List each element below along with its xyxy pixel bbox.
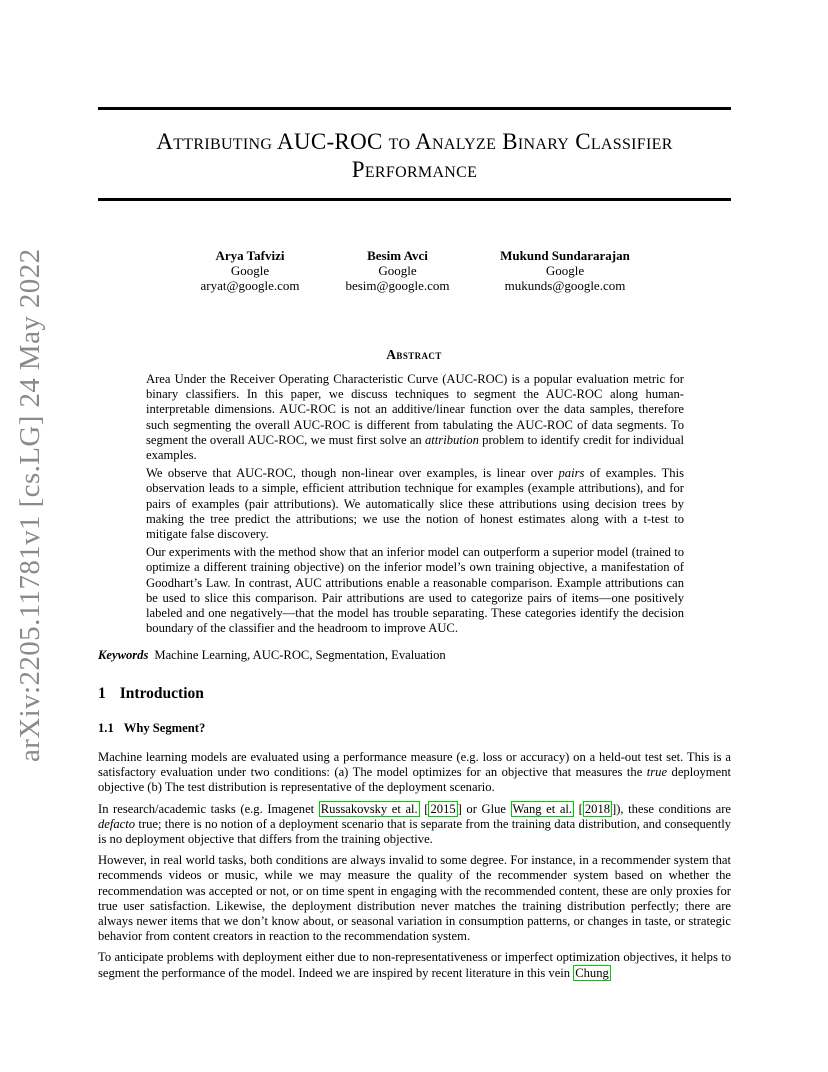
paper-title: [98, 128, 731, 184]
body-paragraph-1: [98, 750, 731, 796]
emphasis: attribution: [425, 432, 479, 447]
body-paragraph-2: [98, 802, 731, 848]
title-rule-bottom: [98, 198, 731, 201]
citation-link[interactable]: Wang et al.: [512, 801, 573, 816]
text-run: Machine learning models are evaluated using a performance measure (e.g. loss or accuracy) on a held-out test set. This is a satisfactory evaluation under two conditions: (a) The model optimizes for an objective that measures the: [98, 750, 731, 780]
abstract-heading: Abstract: [386, 347, 442, 362]
text-run: ]), these conditions are: [612, 801, 731, 816]
body-text: [98, 750, 731, 987]
title-line-2: Performance: [351, 157, 478, 182]
abstract-paragraph-1: [146, 372, 684, 463]
text-run: Area Under the Receiver Operating Characteristic Curve (AUC-ROC) is a popular evaluation metric for binary classifiers. In this paper, we discuss techniques to segment the AUC-ROC along human-interpretable dimensions. AUC-ROC is not an additive/linear function over the data samples, therefore such segmenting the overall AUC-ROC is different from tabulating the AUC-ROC of data segments. To segment the overall AUC-ROC, we must first solve an: [146, 372, 684, 447]
citation-link[interactable]: 2018: [584, 801, 611, 816]
abstract: [146, 372, 684, 639]
emphasis: pairs: [558, 466, 585, 481]
abstract-paragraph-2: [146, 466, 684, 542]
citation-link[interactable]: Chung: [575, 965, 609, 980]
keywords-text: Machine Learning, AUC-ROC, Segmentation, Evaluation: [154, 648, 446, 662]
author-email: mukunds@google.com: [504, 278, 626, 293]
emphasis: defacto: [98, 816, 136, 831]
body-paragraph-4: [98, 950, 731, 980]
emphasis: true: [646, 765, 668, 780]
text-run: problem to identify credit for individual examples.: [146, 432, 684, 463]
author-name: Besim Avci: [367, 248, 428, 263]
title-line-1: Attributing AUC-ROC to Analyze Binary Classifier: [156, 129, 673, 154]
text-run: ] or Glue: [457, 801, 511, 816]
text-run: We observe that AUC-ROC, though non-linear over examples, is linear over: [146, 466, 559, 481]
author-name: Mukund Sundararajan: [500, 248, 630, 263]
author-3: [480, 248, 650, 293]
author-1: [175, 248, 325, 293]
subsection-title: Why Segment?: [123, 721, 206, 735]
section-heading: [98, 685, 204, 703]
section-number: 1: [98, 685, 106, 702]
text-run: of examples. This observation leads to a simple, efficient attribution technique for examples (example attributions), and for pairs of examples (pair attributions). We automatically slice these attributions using decision trees by making the tree predict the attributions; we use the notion of honest estimates along with a t-test to mitigate false discovery.: [146, 466, 684, 542]
title-rule-top: [98, 107, 731, 110]
author-affiliation: Google: [230, 263, 270, 278]
author-affiliation: Google: [378, 263, 417, 278]
body-paragraph-3: However, in real world tasks, both conditions are always invalid to some degree. For instance, in a recommender system that recommends videos or music, while we may measure the quality of the recommender system based on whether the recommendation was accepted or not, or on time spent in engaging with the recommended content, these are only proxies for true user satisfaction. Likewise, the deployment distribution never matches the training distribution perfectly; there are always newer items that we don’t know about, or seasonal variation in consumption patterns, or changes in taste, or strategic behavior from content creators in reaction to the recommendation system.: [98, 853, 731, 944]
keywords: [98, 648, 446, 663]
text-run: deployment objective (b) The test distribution is representative of the deployment scenario.: [98, 765, 731, 795]
text-run: In research/academic tasks (e.g. Imagenet: [98, 801, 319, 816]
keywords-label: Keywords: [98, 648, 149, 662]
section-title: Introduction: [119, 685, 204, 702]
citation-link[interactable]: Russakovsky et al.: [320, 801, 418, 816]
abstract-paragraph-3: Our experiments with the method show that an inferior model can outperform a superior model (trained to optimize a different training objective) on the inferior model’s own training objective, a manifestation of Goodhart’s Law. In contrast, AUC attributions enable a reasonable comparison. Example attributions can be used to slice this comparison. Pair attributions are used to categorize pairs of items—one positively labeled and one negatively—that the model has trouble separating. These categories identify the decision boundary of the classifier and the headroom to improve AUC.: [146, 545, 684, 636]
text-run: [: [574, 801, 583, 816]
author-name: Arya Tafvizi: [215, 248, 285, 263]
subsection-number: 1.1: [98, 721, 114, 735]
citation-link[interactable]: 2015: [430, 801, 456, 816]
author-email: besim@google.com: [345, 278, 450, 293]
author-affiliation: Google: [545, 263, 585, 278]
author-2: [325, 248, 470, 293]
author-email: aryat@google.com: [200, 278, 300, 293]
text-run: [: [419, 801, 429, 816]
subsection-heading: [98, 721, 205, 736]
text-run: true; there is no notion of a deployment scenario that is separate from the training data distribution, and consequently is no deployment objective that differs from the training objective.: [98, 816, 731, 847]
arxiv-identifier: arXiv:2205.11781v1 [cs.LG] 24 May 2022: [14, 248, 46, 762]
text-run: To anticipate problems with deployment either due to non-representativeness or imperfect optimization objectives, it helps to segment the performance of the model. Indeed we are inspired by recent literature in this vein: [98, 950, 731, 980]
